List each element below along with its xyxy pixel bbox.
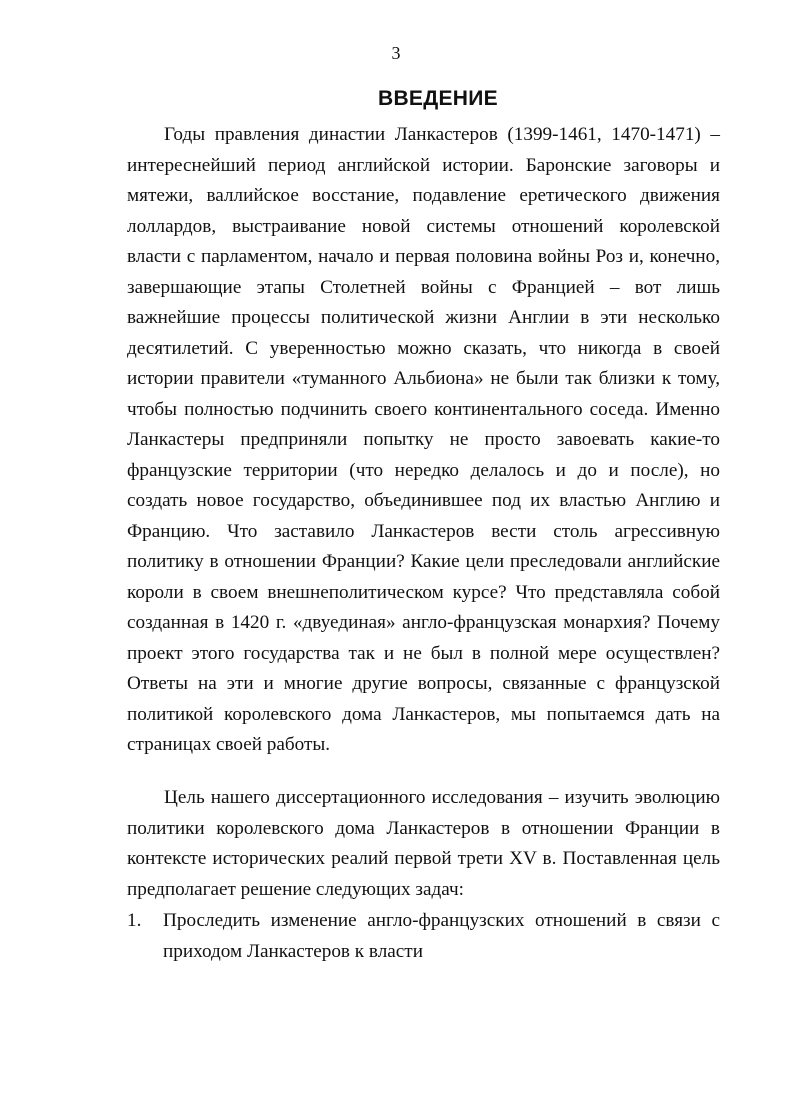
goal-paragraph: Цель нашего диссертационного исследования – изучить эволюцию политики королевского дома Ланкастеров в отношении Франции в контексте исторических реалий первой трети XV в. Поставленная цель предполагает решение следующих задач:	[127, 787, 720, 900]
list-item	[127, 906, 720, 967]
list-item-number: 1.	[127, 910, 142, 931]
page-number: 3	[391, 43, 401, 63]
intro-paragraph: Годы правления династии Ланкастеров (1399-1461, 1470-1471) – интереснейший период английской истории. Баронские заговоры и мятежи, валлийское восстание, подавление еретического движения лоллардов, выстраивание новой системы отношений королевской власти с парламентом, начало и первая половина войны Роз и, конечно, завершающие этапы Столетней войны с Францией – вот лишь важнейшие процессы политической жизни Англии в эти несколько десятилетий. С уверенностью можно сказать, что никогда в своей истории правители «туманного Альбиона» не были так близки к тому, чтобы полностью подчинить своего континентального соседа. Именно Ланкастеры предприняли попытку не просто завоевать какие-то французские территории (что нередко делалось и до и после), но создать новое государство, объединившее под их властью Англию и Францию. Что заставило Ланкастеров вести столь агрессивную политику в отношении Франции? Какие цели преследовали английские короли в своем внешнеполитическом курсе? Что представляла собой созданная в 1420 г. «двуединая» англо-французская монархия? Почему проект этого государства так и не был в полной мере осуществлен? Ответы на эти и многие другие вопросы, связанные с французской политикой королевского дома Ланкастеров, мы попытаемся дать на страницах своей работы.	[127, 124, 720, 755]
task-list	[127, 906, 720, 967]
section-heading: ВВЕДЕНИЕ	[378, 87, 498, 110]
list-item-text: Проследить изменение англо-французских отношений в связи с приходом Ланкастеров к власти	[163, 910, 720, 962]
goal-paragraph-block	[127, 783, 720, 905]
intro-paragraph-block	[127, 120, 720, 761]
